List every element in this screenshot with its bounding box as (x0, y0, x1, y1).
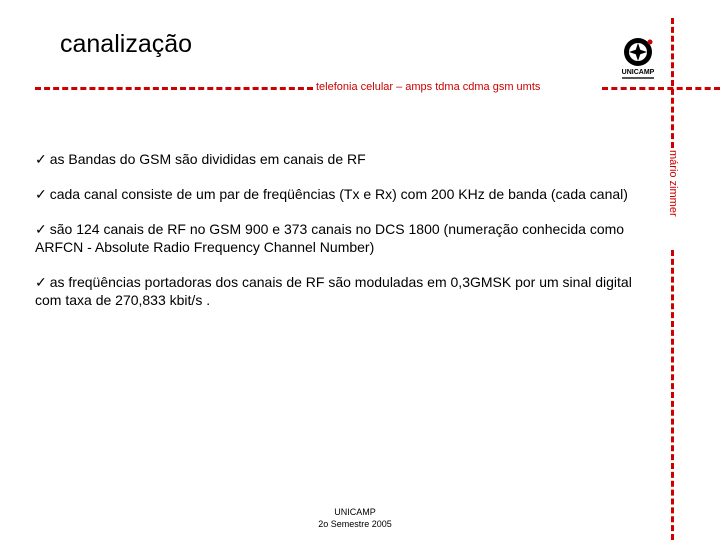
footer-institution: UNICAMP (334, 507, 376, 517)
bullet-text: as freqüências portadoras dos canais de RF são moduladas em 0,3GMSK por um sinal digital com taxa de 270,833 kbit/s . (35, 274, 632, 308)
bullet-text: cada canal consiste de um par de freqüências (Tx e Rx) com 200 KHz de banda (cada canal) (49, 186, 628, 202)
slide-subtitle: telefonia celular – amps tdma cdma gsm umts (316, 81, 541, 93)
checkmark-icon: ✓ (35, 221, 47, 237)
checkmark-icon: ✓ (35, 186, 47, 202)
header-divider-right (602, 87, 720, 90)
author-label: mário zimmer (667, 150, 679, 217)
bullet-item (35, 150, 645, 168)
bullet-text: são 124 canais de RF no GSM 900 e 373 canais no DCS 1800 (numeração conhecida como ARFCN - Absolute Radio Frequency Channel Number) (35, 221, 625, 255)
checkmark-icon: ✓ (35, 274, 47, 290)
bullet-item (35, 185, 645, 203)
bullet-item (35, 273, 645, 309)
checkmark-icon: ✓ (35, 151, 47, 167)
logo-emblem (624, 38, 653, 66)
bullet-text: as Bandas do GSM são divididas em canais de RF (49, 151, 366, 167)
footer-semester: 2o Semestre 2005 (318, 519, 392, 529)
logo-text: UNICAMP (621, 69, 655, 76)
bullet-item (35, 220, 645, 256)
side-divider-bottom (671, 250, 674, 540)
bullet-list (35, 150, 645, 326)
slide-footer (300, 506, 410, 530)
side-divider-top (671, 18, 674, 148)
unicamp-logo-icon (616, 34, 662, 84)
slide-title: canalização (60, 30, 193, 58)
header-divider-left (35, 87, 313, 90)
